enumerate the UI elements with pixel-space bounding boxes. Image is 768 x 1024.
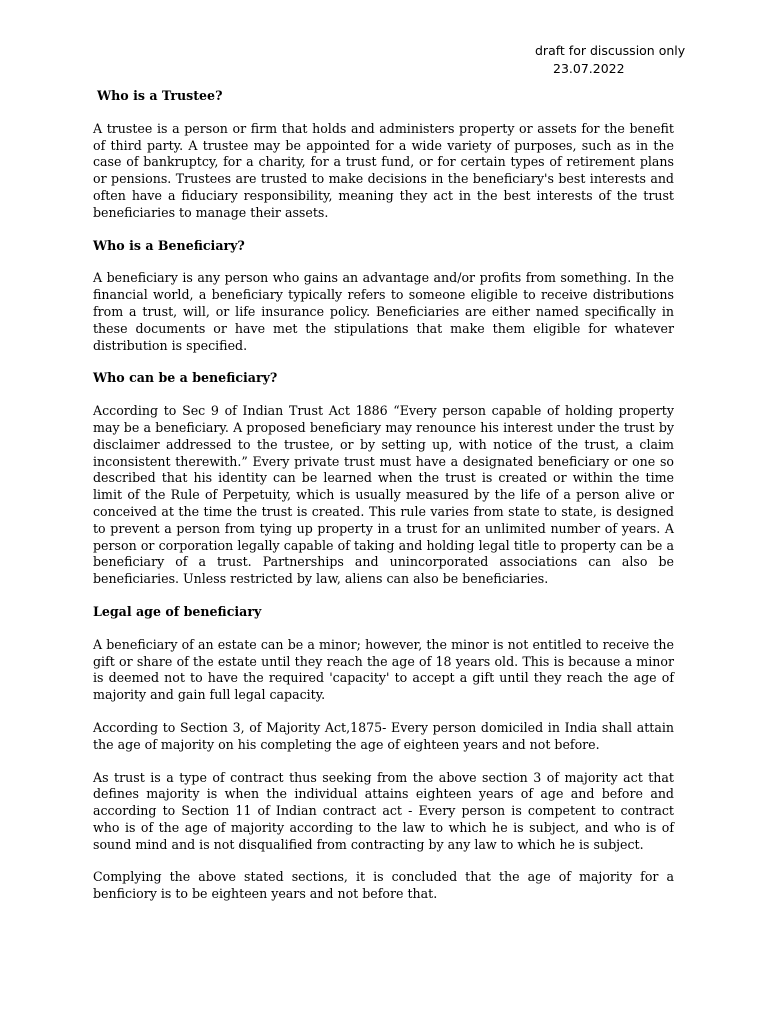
- draft-date: 23.07.2022: [553, 61, 625, 76]
- draft-label: draft for discussion only: [535, 43, 686, 58]
- heading-who-can-be-beneficiary: Who can be a beneficiary?: [93, 370, 278, 386]
- paragraph-legal-age-4: Complying the above stated sections, it is concluded that the age of majority for a benficiory is to be eighteen years and not before that.: [93, 869, 674, 902]
- heading-trustee: Who is a Trustee?: [97, 88, 223, 103]
- document-body: [93, 88, 674, 919]
- paragraph-legal-age-3: As trust is a type of contract thus seeking from the above section 3 of majority act that defines majority is when the individual attains eighteen years of age and before and according to Section 11 of Indian contract act - Every person is competent to contract who is of the age of majority according to the law to which he is subject, and who is of sound mind and is not disqualified from contracting by any law to which he is subject.: [93, 769, 674, 852]
- paragraph-beneficiary: A beneficiary is any person who gains an advantage and/or profits from something. In the financial world, a beneficiary typically refers to someone eligible to receive distributions from a trust, will, or life insurance policy. Beneficiaries are either named specifically in these documents or have met the stipulations that make them eligible for whatever distribution is specified.: [93, 270, 674, 353]
- heading-legal-age: Legal age of beneficiary: [93, 603, 262, 619]
- paragraph-trustee: A trustee is a person or firm that holds and administers property or assets for the benefit of third party. A trustee may be appointed for a wide variety of purposes, such as in the case of bankruptcy, for a charity, for a trust fund, or for certain types of retirement plans or pensions. Trustees are trusted to make decisions in the beneficiary's best interests and often have a fiduciary responsibility, meaning they act in the best interests of the trust beneficiaries to manage their assets.: [93, 120, 674, 220]
- paragraph-who-can-be-beneficiary: According to Sec 9 of Indian Trust Act 1886 “Every person capable of holding property may be a beneficiary. A proposed beneficiary may renounce his interest under the trust by disclaimer addressed to the trustee, or by setting up, with notice of the trust, a claim inconsistent therewith.” Every private trust must have a designated beneficiary or one so described that his identity can be learned when the trust is created or within the time limit of the Rule of Perpetuity, which is usually measured by the life of a person alive or conceived at the time the trust is created. This rule varies from state to state, is designed to prevent a person from tying up property in a trust for an unlimited number of years. A person or corporation legally capable of taking and holding legal title to property can be a beneficiary of a trust. Partnerships and unincorporated associations can also be beneficiaries. Unless restricted by law, aliens can also be beneficiaries.: [93, 403, 674, 587]
- draft-note: [535, 42, 685, 78]
- heading-beneficiary: Who is a Beneficiary?: [93, 237, 245, 253]
- paragraph-legal-age-1: A beneficiary of an estate can be a minor; however, the minor is not entitled to receive the gift or share of the estate until they reach the age of 18 years old. This is because a minor is deemed not to have the required 'capacity' to accept a gift until they reach the age of majority and gain full legal capacity.: [93, 636, 674, 703]
- paragraph-legal-age-2: According to Section 3, of Majority Act,1875- Every person domiciled in India shall attain the age of majority on his completing the age of eighteen years and not before.: [93, 719, 674, 752]
